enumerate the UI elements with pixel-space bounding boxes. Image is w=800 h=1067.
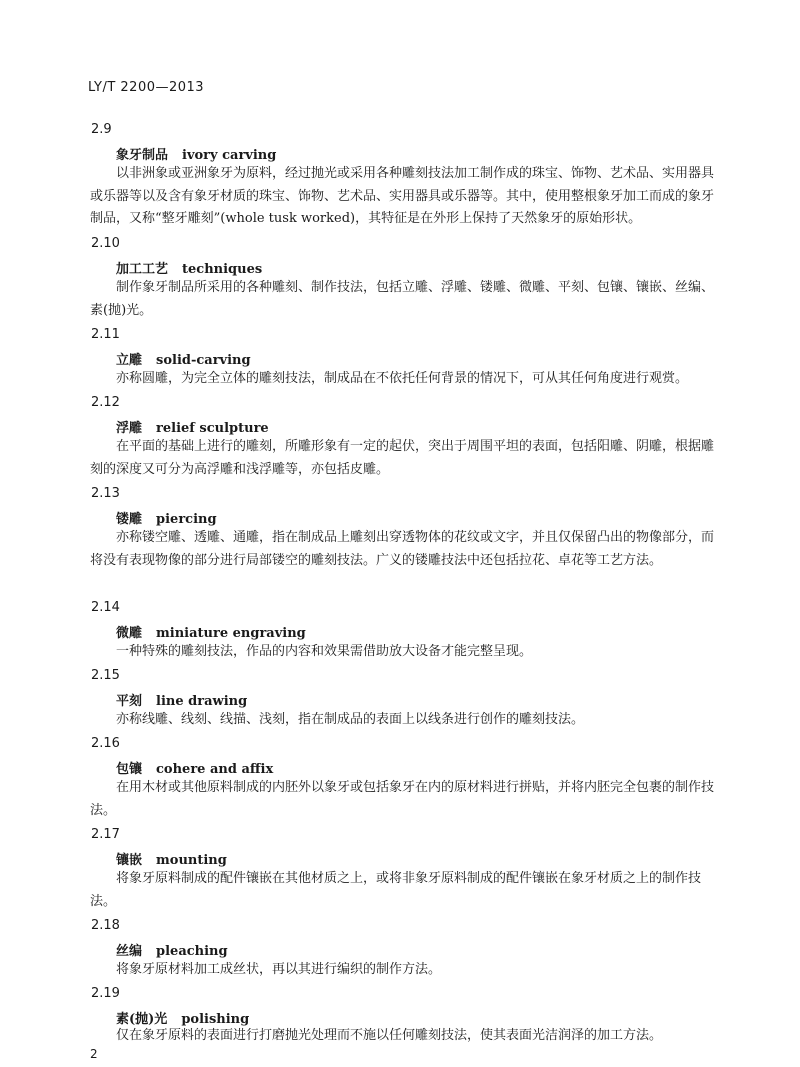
term-title	[116, 508, 217, 527]
term-definition: 制作象牙制品所采用的各种雕刻、制作技法，包括立雕、浮雕、镂雕、微雕、平刻、包镶、镶嵌、丝编、素(抛)光。	[90, 280, 715, 318]
term-en: relief sculpture	[156, 421, 269, 436]
term-zh: 镶嵌	[116, 853, 143, 868]
term-title	[116, 758, 273, 777]
clause-number: 2.19	[91, 986, 120, 1001]
term-title	[116, 940, 228, 959]
term-en: polishing	[181, 1012, 250, 1027]
term-en: line drawing	[156, 694, 248, 709]
term-zh: 加工工艺	[116, 262, 169, 277]
clause-number: 2.11	[91, 327, 120, 342]
term-definition: 仅在象牙原料的表面进行打磨抛光处理而不施以任何雕刻技法，使其表面光洁润泽的加工方法。	[116, 1028, 663, 1043]
term-en: solid-carving	[156, 353, 251, 368]
term-title	[116, 349, 251, 368]
term-title	[116, 622, 306, 641]
term-zh: 丝编	[116, 944, 143, 959]
term-zh: 素(抛)光	[116, 1012, 168, 1027]
term-title	[116, 849, 227, 868]
term-definition: 将象牙原材料加工成丝状，再以其进行编织的制作方法。	[116, 962, 442, 977]
clause-number: 2.17	[91, 827, 120, 842]
term-definition: 一种特殊的雕刻技法，作品的内容和效果需借助放大设备才能完整呈现。	[116, 644, 533, 659]
document-header: LY/T 2200—2013	[88, 80, 205, 95]
term-title	[116, 258, 262, 277]
clause-number: 2.16	[91, 736, 120, 751]
term-en: miniature engraving	[156, 626, 306, 641]
clause-number: 2.9	[91, 122, 112, 137]
term-definition: 亦称镂空雕、透雕、通雕，指在制成品上雕刻出穿透物体的花纹或文字，并且仅保留凸出的物像部分，而将没有表现物像的部分进行局部镂空的雕刻技法。广义的镂雕技法中还包括拉花、卓花等工艺方法。	[90, 530, 715, 568]
term-en: ivory carving	[182, 148, 277, 163]
term-zh: 象牙制品	[116, 148, 169, 163]
clause-number: 2.14	[91, 600, 120, 615]
term-zh: 立雕	[116, 353, 143, 368]
term-en: mounting	[156, 853, 227, 868]
term-definition: 在平面的基础上进行的雕刻，所雕形象有一定的起伏，突出于周围平坦的表面，包括阳雕、阴雕，根据雕刻的深度又可分为高浮雕和浅浮雕等，亦包括皮雕。	[90, 439, 715, 477]
term-zh: 微雕	[116, 626, 143, 641]
term-en: pleaching	[156, 944, 228, 959]
clause-number: 2.15	[91, 668, 120, 683]
clause-number: 2.13	[91, 486, 120, 501]
clause-number: 2.12	[91, 395, 120, 410]
page-number: 2	[90, 1047, 98, 1061]
term-definition: 将象牙原料制成的配件镶嵌在其他材质之上，或将非象牙原料制成的配件镶嵌在象牙材质之上的制作技法。	[90, 871, 702, 909]
term-zh: 镂雕	[116, 512, 143, 527]
term-title	[116, 690, 247, 709]
term-zh: 浮雕	[116, 421, 143, 436]
term-en: piercing	[156, 512, 217, 527]
term-title	[116, 417, 269, 436]
term-definition: 亦称圆雕，为完全立体的雕刻技法，制成品在不依托任何背景的情况下，可从其任何角度进行观赏。	[116, 371, 689, 386]
term-title	[116, 144, 276, 163]
term-en: cohere and affix	[156, 762, 274, 777]
term-definition: 在用木材或其他原料制成的内胚外以象牙或包括象牙在内的原材料进行拼贴，并将内胚完全包裹的制作技法。	[90, 780, 715, 818]
term-definition: 亦称线雕、线刻、线描、浅刻，指在制成品的表面上以线条进行创作的雕刻技法。	[116, 712, 585, 727]
term-en: techniques	[182, 262, 263, 277]
term-definition: 以非洲象或亚洲象牙为原料，经过抛光或采用各种雕刻技法加工制作成的珠宝、饰物、艺术品、实用器具或乐器等以及含有象牙材质的珠宝、饰物、艺术品、实用器具或乐器等。其中，使用整根象牙加工而成的象牙制品，又称“整牙雕刻”(whole tusk worked)，其特征是在外形上保持了天然象牙的原始形状。	[90, 166, 715, 226]
term-zh: 包镶	[116, 762, 143, 777]
clause-number: 2.18	[91, 918, 120, 933]
term-zh: 平刻	[116, 694, 143, 709]
clause-number: 2.10	[91, 236, 120, 251]
